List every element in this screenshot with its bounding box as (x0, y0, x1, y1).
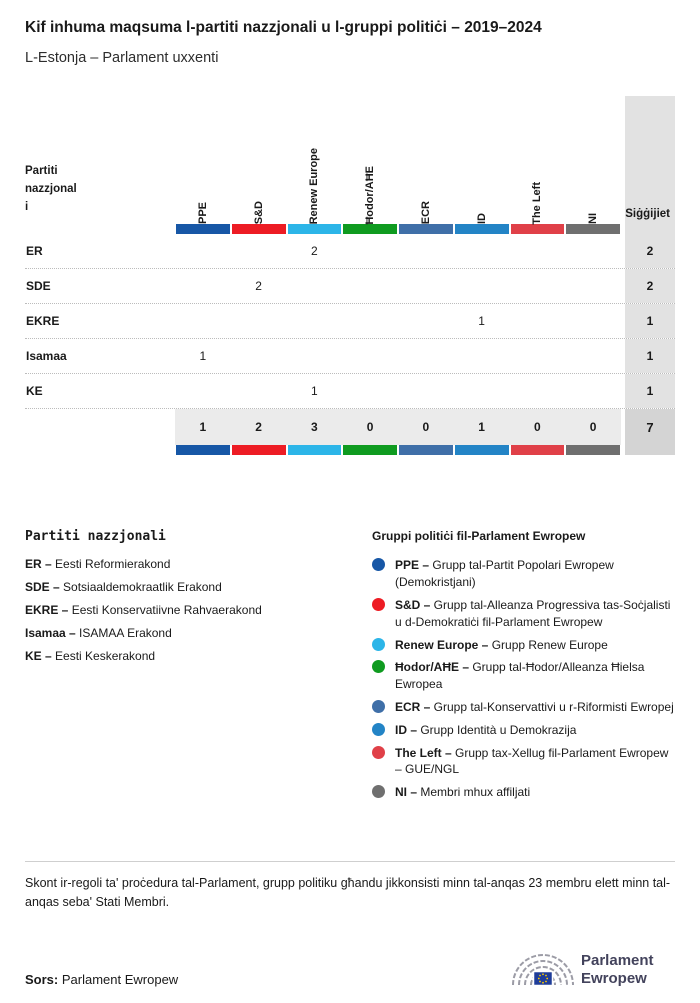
bar-row-spacer (25, 445, 175, 455)
party-row (25, 339, 675, 374)
group-color-bar-cell (510, 224, 566, 234)
group-color-bar (399, 445, 453, 455)
group-total-cell: 0 (565, 409, 621, 445)
footnote: Skont ir-regoli ta' proċedura tal-Parlament, grupp politiku għandu jikkonsisti minn tal-anqas 23 membru elett minn tal-anqas seba' Stati Membri. (25, 875, 671, 909)
party-total-seats-cell: 1 (621, 374, 675, 408)
group-column-header (175, 96, 231, 224)
group-color-bar-cell (342, 224, 398, 234)
source-value: Parlament Ewropew (61, 972, 179, 987)
legend-group-text: ID – Grupp Identità u Demokrazija (395, 722, 577, 737)
legend-group-abbr: The Left – (395, 745, 452, 760)
legend-groups (372, 529, 675, 807)
group-column-label: The Left (531, 181, 544, 225)
group-color-bar-cell (231, 224, 287, 234)
group-color-bar-cell (342, 445, 398, 455)
totals-row (25, 409, 675, 445)
legend-party-item: Isamaa – ISAMAA Erakond (25, 626, 172, 641)
party-name-cell: KE (26, 384, 43, 399)
group-color-bar-cell (287, 224, 343, 234)
group-color-bar (343, 224, 397, 234)
group-column-header (510, 96, 566, 224)
group-color-bar (232, 445, 286, 455)
legend-party-item: EKRE – Eesti Konservatiivne Rahvaerakond (25, 603, 262, 618)
legend-group-text: ECR – Grupp tal-Konservattivi u r-Riformisti Ewropej (395, 699, 674, 714)
group-color-dot (372, 785, 385, 798)
group-total-cell: 2 (231, 409, 287, 445)
legend-group-abbr: ECR – (395, 699, 431, 714)
legend-group-abbr: Ħodor/AĦE – (395, 660, 470, 675)
group-color-dot (372, 746, 385, 759)
group-color-bar (511, 445, 565, 455)
party-name-cell: Isamaa (26, 349, 67, 364)
group-color-bar-cell (175, 224, 231, 234)
legend-party-abbr: KE – (25, 649, 52, 664)
group-color-bar-cell (175, 445, 231, 455)
legend-groups-list (372, 557, 675, 801)
group-column-header (454, 96, 510, 224)
divider (25, 861, 675, 862)
legend-group-abbr: Renew Europe – (395, 637, 489, 652)
group-color-bar-row (25, 445, 675, 455)
group-color-bar (511, 224, 565, 234)
group-color-bar-cell (454, 445, 510, 455)
group-column-header (398, 96, 454, 224)
group-total-cell: 1 (454, 409, 510, 445)
seats-header-label: Siġġijiet (625, 208, 670, 221)
legend-group-abbr: PPE – (395, 558, 430, 573)
legend-parties-title: Partiti nazzjonali (25, 529, 166, 545)
legend-group-item (372, 659, 675, 693)
group-color-dot (372, 558, 385, 571)
seat-count-cell: 1 (478, 314, 485, 329)
group-column-label: Renew Europe (308, 147, 321, 225)
table-header-row (25, 96, 675, 224)
group-color-dot (372, 598, 385, 611)
seats-table (25, 96, 675, 455)
group-color-bar (176, 445, 230, 455)
group-total-cell: 0 (510, 409, 566, 445)
group-color-bar (455, 224, 509, 234)
group-total-cell: 1 (175, 409, 231, 445)
legend-parties (25, 529, 372, 807)
ep-logo-graphic (507, 941, 675, 993)
legend-section (25, 529, 675, 807)
legend-group-text: S&D – Grupp tal-Alleanza Progressiva tas-Soċjalisti u d-Demokratiċi fil-Parlament Ewropew (395, 597, 671, 629)
page-title: Kif inhuma maqsuma l-partiti nazzjonali u l-gruppi politiċi – 2019–2024 (25, 19, 542, 36)
legend-party-abbr: SDE – (25, 580, 60, 595)
legend-group-abbr: NI – (395, 785, 418, 800)
seat-count-cell: 2 (255, 279, 262, 294)
group-color-bar (399, 224, 453, 234)
group-column-label: NI (587, 213, 600, 225)
legend-party-abbr: Isamaa – (25, 626, 76, 641)
legend-group-item (372, 722, 675, 739)
legend-group-abbr: ID – (395, 722, 418, 737)
group-total-cell: 0 (342, 409, 398, 445)
seat-count-cell: 1 (199, 349, 207, 364)
group-color-bar-cell (454, 224, 510, 234)
seat-count-cell: 2 (311, 244, 318, 259)
party-row (25, 304, 675, 339)
group-color-bar-cell (231, 445, 287, 455)
legend-group-item (372, 784, 675, 801)
group-color-bar (176, 224, 230, 234)
row-group-header-label: Partiti nazzjonali (25, 164, 77, 213)
group-total-cell: 3 (287, 409, 343, 445)
group-column-header (287, 96, 343, 224)
source-label: Sors: (25, 972, 59, 987)
legend-party-item: ER – Eesti Reformierakond (25, 557, 171, 572)
party-row (25, 234, 675, 269)
legend-group-text: NI – Membri mhux affiljati (395, 785, 531, 800)
group-color-bar (455, 445, 509, 455)
legend-group-item (372, 699, 675, 716)
group-color-bar-cell (510, 445, 566, 455)
group-color-bar-cell (287, 445, 343, 455)
group-color-bar-cell (565, 445, 621, 455)
legend-group-text: Ħodor/AĦE – Grupp tal-Ħodor/Alleanza Ħielsa Ewropea (395, 660, 645, 692)
group-color-bar-cell (398, 224, 454, 234)
group-column-header (565, 96, 621, 224)
seats-column-filler (621, 224, 675, 234)
legend-group-item (372, 745, 675, 779)
group-total-cell: 0 (398, 409, 454, 445)
group-color-bar-cell (398, 445, 454, 455)
bar-row-spacer (25, 224, 175, 234)
total-seats-cell: 7 (621, 409, 675, 445)
party-total-seats-cell: 2 (621, 234, 675, 268)
legend-group-item (372, 557, 675, 591)
party-row (25, 269, 675, 304)
group-color-dot (372, 638, 385, 651)
seats-column-header (621, 96, 675, 224)
footer (25, 941, 675, 993)
legend-parties-list (25, 557, 352, 663)
group-column-label: ECR (419, 201, 432, 225)
group-column-label: PPE (196, 202, 209, 225)
party-name-cell: EKRE (26, 314, 60, 329)
group-color-bar (288, 445, 342, 455)
legend-party-item: KE – Eesti Keskerakond (25, 649, 156, 664)
party-name-cell: ER (26, 244, 43, 259)
group-column-label: Ħodor/AĦE (364, 165, 377, 225)
group-column-header (342, 96, 398, 224)
legend-party-abbr: EKRE – (25, 603, 69, 618)
group-color-bar-cell (565, 224, 621, 234)
group-column-label: ID (475, 213, 488, 225)
party-total-seats-cell: 1 (621, 339, 675, 373)
group-color-bar (288, 224, 342, 234)
legend-group-text: Renew Europe – Grupp Renew Europe (395, 637, 608, 652)
party-total-seats-cell: 1 (621, 304, 675, 338)
row-group-header-cell (25, 96, 175, 224)
group-column-header (231, 96, 287, 224)
legend-group-item (372, 597, 675, 631)
seat-count-cell: 1 (311, 384, 318, 399)
party-name-cell: SDE (26, 279, 51, 294)
legend-groups-title: Gruppi politiċi fil-Parlament Ewropew (372, 529, 586, 544)
page-subtitle: L-Estonja – Parlament uxxenti (25, 50, 219, 67)
legend-party-item: SDE – Sotsiaaldemokraatlik Erakond (25, 580, 222, 595)
legend-group-abbr: S&D – (395, 597, 431, 612)
group-color-bar (343, 445, 397, 455)
group-color-dot (372, 700, 385, 713)
group-color-bar (232, 224, 286, 234)
group-color-bar (566, 445, 620, 455)
party-total-seats-cell: 2 (621, 269, 675, 303)
ep-logo-text-line1: Parlament (581, 952, 654, 969)
group-column-label: S&D (252, 201, 265, 225)
legend-group-text: PPE – Grupp tal-Partit Popolari Ewropew (Demokristjani) (395, 558, 614, 590)
legend-group-item (372, 637, 675, 654)
group-color-dot (372, 660, 385, 673)
group-color-bar (566, 224, 620, 234)
legend-group-text: The Left – Grupp tax-Xellug fil-Parlament Ewropew – GUE/NGL (395, 745, 669, 777)
legend-party-abbr: ER – (25, 557, 52, 572)
source-line (25, 972, 178, 993)
party-row (25, 374, 675, 409)
ep-logo-text-line2: Ewropew (581, 970, 647, 987)
group-color-bar-row (25, 224, 675, 234)
ep-logo (507, 941, 675, 993)
seats-column-filler (621, 445, 675, 455)
group-color-dot (372, 723, 385, 736)
